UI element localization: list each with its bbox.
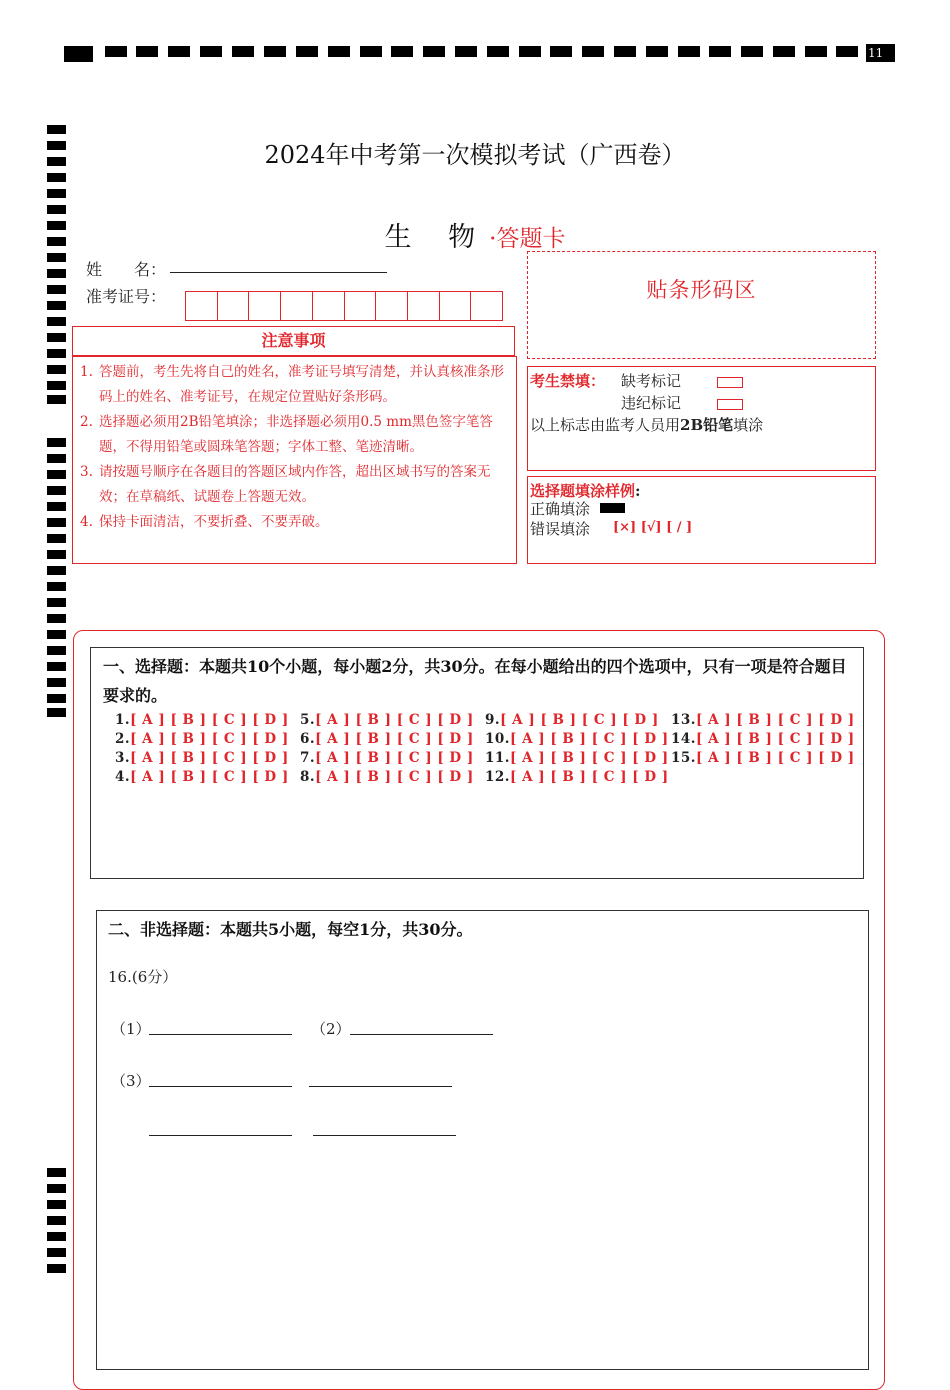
id-digit-box[interactable] xyxy=(376,292,408,320)
name-field[interactable] xyxy=(170,272,387,273)
blank-2-label: （2） xyxy=(311,1020,351,1038)
timing-mark xyxy=(47,301,66,310)
fill-sample-box xyxy=(527,476,876,564)
choice-question[interactable]: 13.[ A ] [ B ] [ C ] [ D ] xyxy=(671,712,855,728)
absent-mark-label: 缺考标记 xyxy=(621,372,682,390)
timing-mark xyxy=(455,46,477,57)
timing-mark xyxy=(47,470,66,479)
timing-mark xyxy=(741,46,763,57)
timing-mark xyxy=(136,46,158,57)
subject-name: 生 物 xyxy=(384,222,490,253)
timing-mark xyxy=(200,46,222,57)
choice-question[interactable]: 1.[ A ] [ B ] [ C ] [ D ] xyxy=(115,712,289,728)
timing-mark xyxy=(47,550,66,559)
timing-mark xyxy=(47,1248,66,1257)
correct-fill-sample xyxy=(600,503,625,513)
timing-mark xyxy=(47,614,66,623)
id-digit-box[interactable] xyxy=(345,292,377,320)
examiner-only-title: 考生禁填： xyxy=(530,372,606,390)
timing-mark xyxy=(47,630,66,639)
timing-mark xyxy=(47,189,66,198)
timing-mark xyxy=(47,708,66,717)
answer-line[interactable] xyxy=(149,1034,292,1035)
answer-line[interactable] xyxy=(149,1135,292,1136)
multiple-choice-section xyxy=(90,647,864,879)
timing-mark xyxy=(47,454,66,463)
blank-1-label: （1） xyxy=(111,1020,151,1038)
timing-mark xyxy=(47,365,66,374)
timing-mark xyxy=(168,46,190,57)
blank-3-label: （3） xyxy=(111,1072,151,1090)
timing-mark xyxy=(47,1264,66,1273)
timing-mark xyxy=(47,349,66,358)
question-16-label: 16.(6分） xyxy=(108,968,178,986)
answer-line[interactable] xyxy=(313,1135,456,1136)
timing-mark xyxy=(360,46,382,57)
choice-question[interactable]: 10.[ A ] [ B ] [ C ] [ D ] xyxy=(485,731,669,747)
timing-mark xyxy=(773,46,795,57)
choice-question[interactable]: 4.[ A ] [ B ] [ C ] [ D ] xyxy=(115,769,289,785)
id-digit-box[interactable] xyxy=(281,292,313,320)
choice-question[interactable]: 8.[ A ] [ B ] [ C ] [ D ] xyxy=(300,769,474,785)
timing-mark xyxy=(47,534,66,543)
timing-mark xyxy=(47,646,66,655)
page-number: 11 xyxy=(866,44,895,62)
choice-question[interactable]: 3.[ A ] [ B ] [ C ] [ D ] xyxy=(115,750,289,766)
timing-mark xyxy=(47,598,66,607)
timing-mark xyxy=(550,46,572,57)
id-digit-box[interactable] xyxy=(249,292,281,320)
examiner-note: 以上标志由监考人员用2B铅笔填涂 xyxy=(530,416,764,434)
id-number-boxes[interactable] xyxy=(185,291,503,321)
timing-mark xyxy=(47,1184,66,1193)
timing-mark xyxy=(105,46,127,57)
timing-mark xyxy=(328,46,350,57)
answer-line[interactable] xyxy=(309,1086,452,1087)
timing-mark xyxy=(614,46,636,57)
timing-mark xyxy=(47,269,66,278)
timing-mark xyxy=(47,518,66,527)
timing-mark xyxy=(64,46,93,62)
barcode-area[interactable] xyxy=(527,251,876,359)
id-digit-box[interactable] xyxy=(408,292,440,320)
choice-question[interactable]: 9.[ A ] [ B ] [ C ] [ D ] xyxy=(485,712,659,728)
wrong-fill-samples: [×] [√] [ / ] xyxy=(613,520,693,535)
timing-mark xyxy=(47,395,66,404)
timing-mark xyxy=(232,46,254,57)
notice-title: 注意事项 xyxy=(72,326,515,356)
timing-mark xyxy=(47,253,66,262)
correct-fill-label: 正确填涂 xyxy=(530,500,591,518)
id-digit-box[interactable] xyxy=(313,292,345,320)
absent-mark-box[interactable] xyxy=(717,372,743,391)
non-choice-section xyxy=(96,910,869,1370)
choice-question[interactable]: 6.[ A ] [ B ] [ C ] [ D ] xyxy=(300,731,474,747)
timing-mark xyxy=(47,678,66,687)
timing-mark xyxy=(47,1200,66,1209)
timing-mark xyxy=(47,566,66,575)
id-digit-box[interactable] xyxy=(186,292,218,320)
timing-mark xyxy=(47,1216,66,1225)
choice-question[interactable]: 2.[ A ] [ B ] [ C ] [ D ] xyxy=(115,731,289,747)
fill-sample-title: 选择题填涂样例: xyxy=(530,482,641,500)
timing-mark xyxy=(709,46,731,57)
timing-mark xyxy=(47,333,66,342)
timing-mark xyxy=(47,582,66,591)
timing-mark xyxy=(47,1168,66,1177)
section2-heading: 二、非选择题：本题共5小题，每空1分，共30分。 xyxy=(108,920,473,939)
id-digit-box[interactable] xyxy=(440,292,472,320)
id-digit-box[interactable] xyxy=(218,292,250,320)
timing-mark xyxy=(47,694,66,703)
timing-mark xyxy=(646,46,668,57)
timing-mark xyxy=(47,125,66,134)
choice-question[interactable]: 11.[ A ] [ B ] [ C ] [ D ] xyxy=(485,750,669,766)
violation-mark-box[interactable] xyxy=(717,394,743,413)
timing-mark xyxy=(805,46,827,57)
barcode-label: 贴条形码区 xyxy=(646,278,757,302)
choice-question[interactable]: 12.[ A ] [ B ] [ C ] [ D ] xyxy=(485,769,669,785)
notice-item: 1. 答题前，考生先将自己的姓名，准考证号填写清楚，并认真核准条形码上的姓名、准考证号，在规定位置贴好条形码。 xyxy=(80,364,504,405)
subject-suffix: ·答题卡 xyxy=(489,226,566,252)
timing-mark xyxy=(47,173,66,182)
choice-question[interactable]: 7.[ A ] [ B ] [ C ] [ D ] xyxy=(300,750,474,766)
timing-mark xyxy=(519,46,541,57)
timing-mark xyxy=(47,502,66,511)
timing-mark xyxy=(296,46,318,57)
timing-mark xyxy=(47,205,66,214)
notice-item: 3. 请按题号顺序在各题目的答题区域内作答，超出区域书写的答案无效；在草稿纸、试题卷上答题无效。 xyxy=(80,464,491,505)
answer-line[interactable] xyxy=(149,1086,292,1087)
subject-title xyxy=(0,215,950,254)
choice-question[interactable]: 5.[ A ] [ B ] [ C ] [ D ] xyxy=(300,712,474,728)
id-label: 准考证号： xyxy=(86,287,167,306)
timing-mark xyxy=(47,1232,66,1241)
timing-mark xyxy=(487,46,509,57)
notice-item: 4. 保持卡面清洁，不要折叠、不要弄破。 xyxy=(80,514,329,530)
examiner-only-box xyxy=(527,366,876,471)
violation-mark-label: 违纪标记 xyxy=(621,394,682,412)
timing-mark xyxy=(47,662,66,671)
id-digit-box[interactable] xyxy=(471,292,502,320)
timing-mark xyxy=(264,46,286,57)
name-label: 姓 名： xyxy=(86,260,167,279)
wrong-fill-label: 错误填涂 xyxy=(530,520,591,538)
notice-item: 2. 选择题必须用2B铅笔填涂；非选择题必须用0.5 mm黑色签字笔答题，不得用铅笔或圆珠笔答题；字体工整、笔迹清晰。 xyxy=(80,414,493,455)
choice-question[interactable]: 15.[ A ] [ B ] [ C ] [ D ] xyxy=(671,750,855,766)
timing-mark xyxy=(47,486,66,495)
notice-box xyxy=(72,356,517,564)
timing-mark xyxy=(47,438,66,447)
timing-mark xyxy=(836,46,858,57)
timing-mark xyxy=(391,46,413,57)
timing-mark xyxy=(423,46,445,57)
timing-mark xyxy=(582,46,604,57)
answer-line[interactable] xyxy=(350,1034,493,1035)
exam-title: 2024年中考第一次模拟考试（广西卷） xyxy=(264,141,686,169)
section1-heading: 一、选择题：本题共10个小题，每小题2分，共30分。在每小题给出的四个选项中，只有一项是符合题目要求的。 xyxy=(103,657,847,705)
timing-mark xyxy=(678,46,700,57)
timing-mark xyxy=(47,381,66,390)
choice-question[interactable]: 14.[ A ] [ B ] [ C ] [ D ] xyxy=(671,731,855,747)
timing-mark xyxy=(47,317,66,326)
timing-mark xyxy=(47,285,66,294)
